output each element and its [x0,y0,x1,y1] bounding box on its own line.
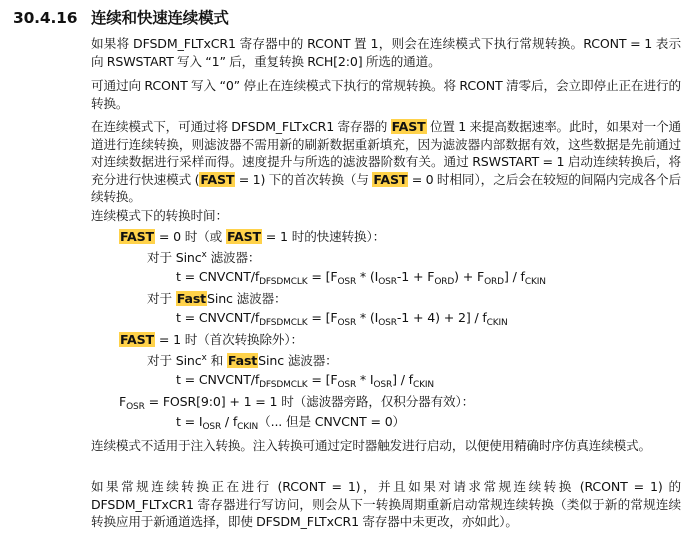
superscript: x [201,353,207,363]
text-span: 在连续模式下，可通过将 DFSDM_FLTxCR1 寄存器的 [91,119,391,134]
subscript: OSR [126,402,145,412]
formula-sinc [176,268,546,286]
text-span: = [F [307,269,338,284]
text-span: t = CNVCNT/f [176,269,260,284]
subscript: CKIN [412,380,434,390]
subscript: ORD [434,277,455,287]
section-heading [13,6,229,28]
subscript: DFSDMCLK [259,277,308,287]
subscript: OSR [337,380,357,390]
text-span: / f [221,414,238,429]
fast-one-label [119,331,303,349]
text-span: （... 但是 CNVCNT = 0） [258,414,406,429]
fast-highlight: FAST [200,171,235,187]
superscript: x [201,250,207,260]
text-span: t = CNVCNT/f [176,310,260,325]
text-span: t = CNVCNT/f [176,372,260,387]
subscript: OSR [378,277,397,287]
fastsinc-filter-label [147,290,286,308]
text-span: = 0 时（或 [154,229,226,244]
text-span: = 1 时（首次转换除外）： [154,332,303,347]
text-span: ) + F [454,269,485,284]
paragraph-rcont: 如果将 DFSDM_FLTxCR1 寄存器中的 RCONT 置 1，则会在连续模式下执行常规转换。RCONT = 1 表示向 RSWSTART 写入 “1” 后，重复转换 RCH[2:0] 所选的通道。 [91,36,681,69]
fast-zero-label [119,228,385,246]
text-span: = FOSR[9:0] + 1 = 1 时（滤波器旁路，仅积分器有效）： [144,394,475,409]
text-span: 对于 Sinc [147,353,202,368]
fast-highlight: Fast [176,291,207,306]
text-span: = 0 时相同），之后会在较短的间隔内完成各个后续转换。 [91,171,681,204]
paragraph-restart: 如果常规连续转换正在进行 (RCONT = 1)，并且如果对请求常规连续转换 (RCONT = 1) 的 DFSDM_FLTxCR1 寄存器进行写访问，则会从下一转换周期重新启动常规连续转换（类似于新的常规连续转换应用于新通道选择，即使 DFSDM_FLTxCR1 寄存器中未更改，亦如此）。 [91,479,681,529]
subscript: CKIN [237,422,259,432]
subscript: OSR [337,277,357,287]
subscript: DFSDMCLK [259,380,308,390]
conversion-time-intro: 连续模式下的转换时间： [91,208,228,223]
fast-highlight: FAST [226,229,261,244]
formula-bypass [176,413,405,431]
text-span: * (I [356,269,379,284]
section-number: 30.4.16 [13,9,78,27]
text-span: 对于 [147,291,176,306]
fosr-bypass-label [119,393,474,411]
section-title: 连续和快速连续模式 [91,9,229,27]
text-span: 位置 1 来提高数据速率。此时，如果对一个通道进行连续转换，则滤波器不需用新的刷新数据重新填充，因为滤波器内部数据有效，这些数据是先前通过对连续数据进行采样而得。速度提升与所选的滤波器阶数有关。通过 RSWSTART = 1 启动连续转换后，将充分进行快速模式 ( [91,119,681,187]
text-span: 滤波器： [206,250,261,265]
paragraph-stop: 可通过向 RCONT 写入 “0” 停止在连续模式下执行的常规转换。将 RCONT 清零后，会立即停止正在进行的转换。 [91,78,681,111]
subscript: OSR [373,380,393,390]
text-span: = 1) 下的首次转换（与 [235,171,373,187]
text-span: ] / f [392,372,413,387]
subscript: OSR [337,318,357,328]
text-span: -1 + 4) + 2] / f [396,310,487,325]
text-span: = 1 时的快速转换）： [261,229,386,244]
subscript: DFSDMCLK [259,318,308,328]
sinc-and-fastsinc-label [147,352,338,370]
fast-highlight: FAST [391,119,426,134]
subscript: OSR [378,318,397,328]
text-span: * I [356,372,374,387]
text-span: F [119,394,127,409]
text-span: t = I [176,414,203,429]
text-span: * (I [356,310,379,325]
text-span: ] / f [503,269,525,284]
text-span: 和 [206,353,227,368]
text-span: Sinc 滤波器： [258,353,338,368]
paragraph-fast-mode [91,118,681,206]
fast-highlight: FAST [120,229,154,244]
formula-fast-one [176,371,434,389]
fast-highlight: FAST [120,332,154,347]
text-span: -1 + F [396,269,435,284]
subscript: OSR [202,422,222,432]
formula-fastsinc [176,309,508,327]
subscript: ORD [484,277,504,287]
fast-highlight: FAST [373,171,408,187]
subscript: CKIN [486,318,508,328]
subscript: CKIN [524,277,546,287]
paragraph-injected: 连续模式不适用于注入转换。注入转换可通过定时器触发进行启动，以便使用精确时序仿真连续模式。 [91,438,651,453]
text-span: 对于 Sinc [147,250,202,265]
text-span: = [F [307,310,338,325]
text-span: = [F [307,372,338,387]
fast-highlight: Fast [227,353,258,368]
sinc-filter-label [147,249,260,267]
text-span: Sinc 滤波器： [207,291,287,306]
